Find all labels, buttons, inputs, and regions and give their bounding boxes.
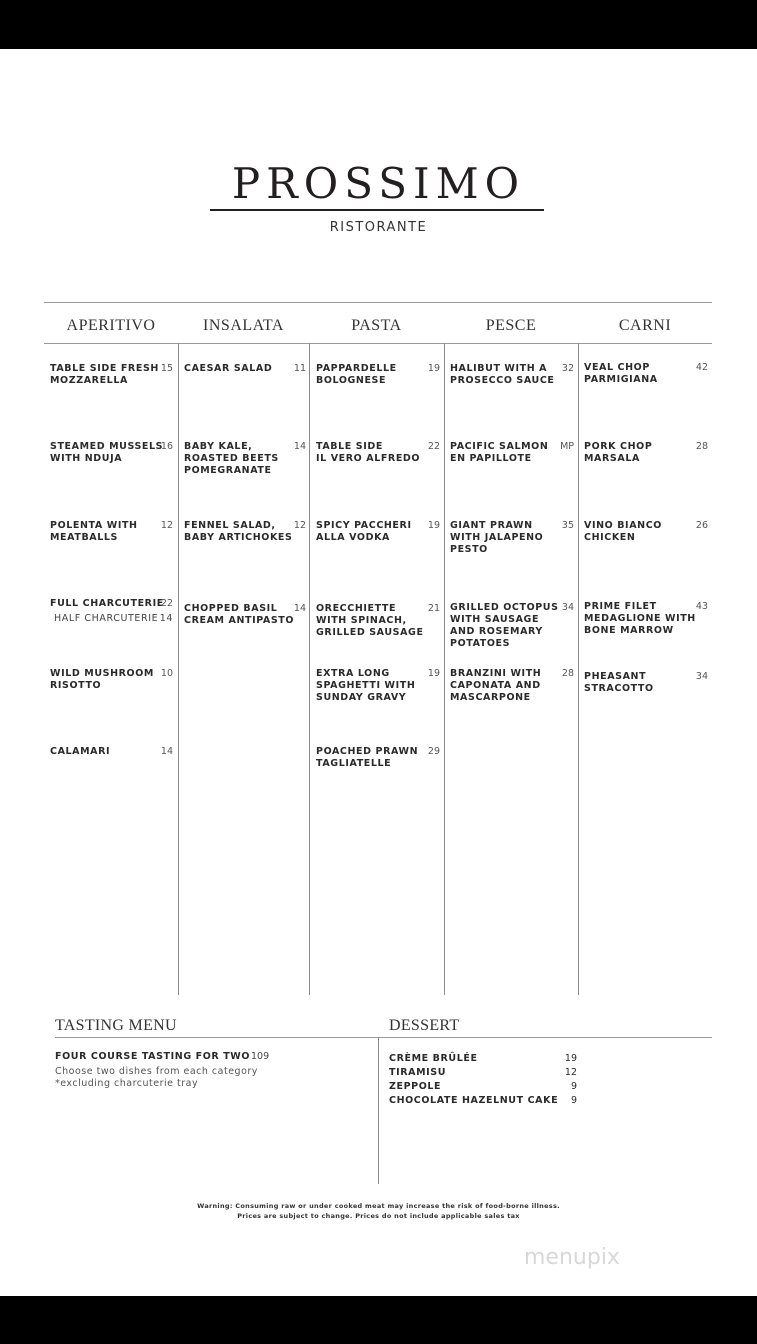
item-name: CAESAR SALAD — [184, 363, 273, 374]
item-price: 14 — [293, 441, 306, 452]
item-name: POLENTA WITH MEATBALLS — [50, 520, 138, 543]
item-name: TABLE SIDE IL VERO ALFREDO — [316, 441, 421, 464]
item-price: 43 — [695, 601, 708, 612]
tasting-note-exclusion: *excluding charcuterie tray — [55, 1078, 199, 1089]
item-price: 29 — [427, 746, 440, 757]
item-name: BABY KALE, ROASTED BEETS POMEGRANATE — [184, 441, 279, 476]
item-price: 21 — [427, 603, 440, 614]
item-name: TABLE SIDE FRESH MOZZARELLA — [50, 363, 159, 386]
menu-page — [0, 49, 757, 1296]
item-price: 19 — [427, 363, 440, 374]
item-price: 12 — [160, 520, 173, 531]
item-sub-name: HALF CHARCUTERIE — [54, 613, 159, 624]
item-name: PAPPARDELLE BOLOGNESE — [316, 363, 397, 386]
dessert-item-price: 19 — [564, 1053, 577, 1064]
brand-underline — [210, 209, 544, 211]
footer-price-note: Prices are subject to change. Prices do not include applicable sales tax — [237, 1212, 520, 1220]
item-name: PORK CHOP MARSALA — [584, 441, 653, 464]
item-name: PRIME FILET MEDAGLIONE WITH BONE MARROW — [584, 601, 696, 636]
item-name: SPICY PACCHERI ALLA VODKA — [316, 520, 412, 543]
category-heading-pesce: PESCE — [485, 317, 537, 334]
item-price: 19 — [427, 520, 440, 531]
tasting-item-price: 109 — [251, 1051, 270, 1062]
item-name: HALIBUT WITH A PROSECCO SAUCE — [450, 363, 555, 386]
tasting-note: Choose two dishes from each category — [55, 1066, 258, 1077]
item-price: 14 — [293, 603, 306, 614]
header-rule-bottom — [44, 343, 712, 344]
section-rule — [55, 1037, 712, 1038]
item-price: 19 — [427, 668, 440, 679]
item-price: 22 — [427, 441, 440, 452]
item-price: 28 — [561, 668, 574, 679]
category-heading-carni: CARNI — [618, 317, 672, 334]
item-price: 12 — [293, 520, 306, 531]
item-name: CALAMARI — [50, 746, 111, 757]
category-heading-pasta: PASTA — [351, 317, 402, 334]
item-price: 34 — [561, 602, 574, 613]
item-name: ORECCHIETTE WITH SPINACH, GRILLED SAUSAGE — [316, 603, 424, 638]
item-price: 35 — [561, 520, 574, 531]
item-name: PHEASANT STRACOTTO — [584, 671, 654, 694]
item-name: WILD MUSHROOM RISOTTO — [50, 668, 154, 691]
dessert-item-name: TIRAMISU — [389, 1067, 447, 1078]
tasting-item-name: FOUR COURSE TASTING FOR TWO — [55, 1051, 251, 1062]
item-price: 34 — [695, 671, 708, 682]
column-divider — [444, 343, 445, 995]
item-name: VEAL CHOP PARMIGIANA — [584, 362, 658, 385]
item-name: PACIFIC SALMON EN PAPILLOTE — [450, 441, 549, 464]
dessert-item-name: CHOCOLATE HAZELNUT CAKE — [389, 1095, 559, 1106]
menu-item — [50, 598, 173, 624]
item-name: FENNEL SALAD, BABY ARTICHOKES — [184, 520, 293, 543]
section-divider — [378, 1037, 379, 1184]
dessert-heading: DESSERT — [389, 1017, 460, 1034]
category-heading-aperitivo: APERITIVO — [66, 317, 156, 334]
item-price: 10 — [160, 668, 173, 679]
header-rule-top — [44, 302, 712, 303]
item-name: VINO BIANCO CHICKEN — [584, 520, 662, 543]
item-name: POACHED PRAWN TAGLIATELLE — [316, 746, 419, 769]
item-price: 42 — [695, 362, 708, 373]
item-price: 14 — [160, 746, 173, 757]
item-name: GIANT PRAWN WITH JALAPENO PESTO — [450, 520, 544, 555]
item-price: 15 — [160, 363, 173, 374]
dessert-item-price: 9 — [570, 1081, 577, 1092]
item-price: MP — [560, 441, 574, 452]
item-price: 22 — [160, 598, 173, 609]
item-price: 16 — [160, 441, 173, 452]
item-name: CHOPPED BASIL CREAM ANTIPASTO — [184, 603, 295, 626]
watermark-logo: menupix — [524, 1245, 620, 1270]
dessert-item-price: 9 — [570, 1095, 577, 1106]
column-divider — [309, 343, 310, 995]
item-name: BRANZINI WITH CAPONATA AND MASCARPONE — [450, 668, 542, 703]
brand-subtitle: RISTORANTE — [329, 220, 428, 235]
item-name: GRILLED OCTOPUS WITH SAUSAGE AND ROSEMARY POTATOES — [450, 602, 559, 649]
item-price: 26 — [695, 520, 708, 531]
item-price: 32 — [561, 363, 574, 374]
item-name: FULL CHARCUTERIE — [50, 598, 164, 609]
item-price: 11 — [293, 363, 306, 374]
column-divider — [178, 343, 179, 995]
column-divider — [578, 343, 579, 995]
dessert-item-price: 12 — [564, 1067, 577, 1078]
brand-title: PROSSIMO — [231, 159, 526, 208]
tasting-menu-heading: TASTING MENU — [55, 1017, 177, 1034]
dessert-item-name: CRÈME BRÛLÉE — [389, 1053, 478, 1064]
item-name: STEAMED MUSSELS WITH NDUJA — [50, 441, 164, 464]
item-name: EXTRA LONG SPAGHETTI WITH SUNDAY GRAVY — [316, 668, 416, 703]
category-heading-insalata: INSALATA — [203, 317, 284, 334]
dessert-item-name: ZEPPOLE — [389, 1081, 442, 1092]
item-sub-price: 14 — [159, 613, 173, 624]
footer-warning: Warning: Consuming raw or under cooked meat may increase the risk of food-borne illness. — [197, 1202, 560, 1210]
item-price: 28 — [695, 441, 708, 452]
